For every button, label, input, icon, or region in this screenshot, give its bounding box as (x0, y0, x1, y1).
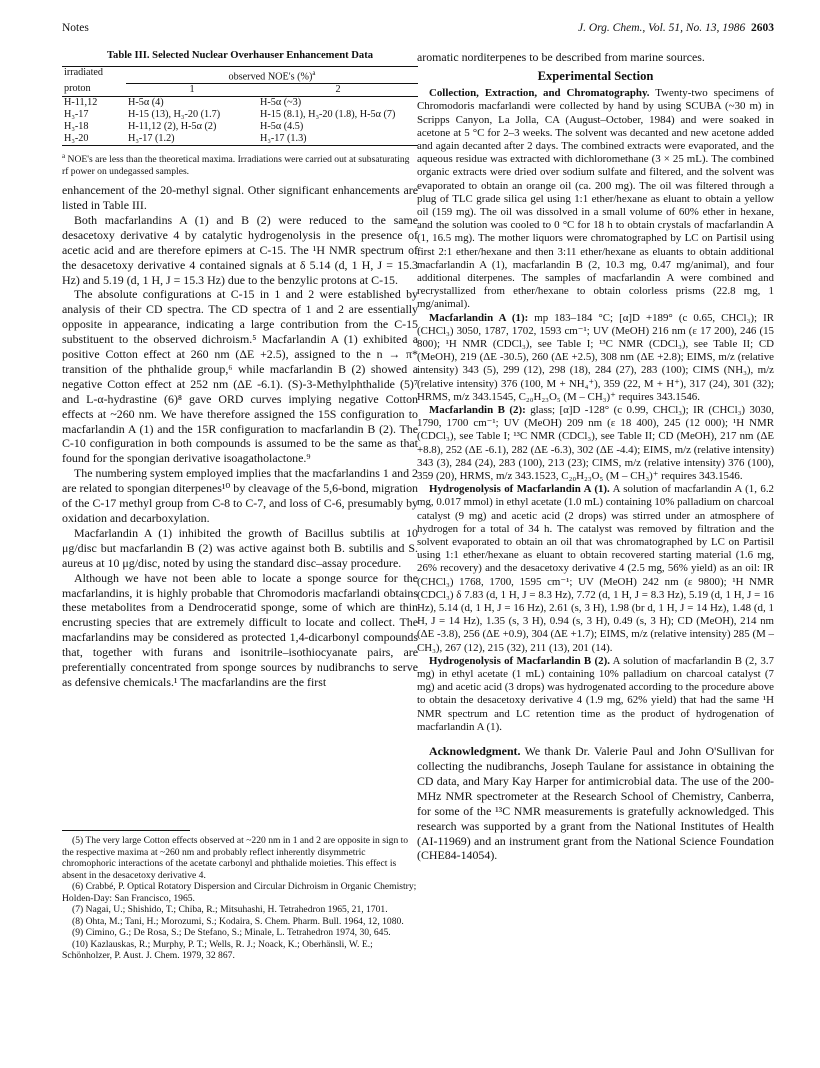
acknowledgment: Acknowledgment. We thank Dr. Valerie Paul and John O'Sullivan for collecting the nudibranchs, Joseph Taulane for assistance in obtaining the CD data, and Mary Kay Harper for antimicrobial data. The use of the 200-MHz NMR spectrometer at the Research School of Chemistry, Canberra, for some of the ¹³C NMR measurements is gratefully acknowledged. This research was supported by a grant from the National Institutes of Health (AI-11969) and an instrument grant from the National Science Foundation (CHE84-14054). (417, 744, 774, 863)
table-header-group: observed NOE's (%)$^a$ (126, 66, 418, 83)
page-number: 2603 (751, 22, 774, 34)
paragraph: Both macfarlandins A (1) and B (2) were reduced to the same desacetoxy derivative 4 by catalytic hydrogenolysis in the presence of acetic acid and are therefore epimers at C-15. The ¹H NMR spectrum of the desacetoxy derivative 4 contained signals at δ 5.14 (d, 1 H, J = 15.3 Hz) and 5.19 (d, 1 H, J = 15.3 Hz) due to the benzylic protons at C-15. (62, 212, 418, 287)
right-column (417, 50, 774, 863)
exp-paragraph: Collection, Extraction, and Chromatography. Twenty-two specimens of Chromodoris macfarlandi were collected by hand by using SCUBA (~30 m) in Scripps Canyon, La Jolla, CA (August–October, 1984) and were soaked in acetone at 5 °C for 2–3 weeks. The solvent was decanted and new acetone added and again decanted after 2 days. The combined extracts were evaporated, and the aqueous residue was extracted with dichloromethane (3 × 25 mL). The combined organic extracts were dried over sodium sulfate and filtered, and the solvent was evaporated to obtain an orange oil (ca. 200 mg). The oil was filtered through a plug of TLC grade silica gel using 1:1 ether/hexane as eluant to obtain a yellow oil (159 mg). The oil was dissolved in a small volume of 60% ether in hexane, and the solution was cooled to 0 °C for 18 h to obtain crystals of macfarlandin A (1, 16.5 mg). The mother liquors were chromatographed by LC on Partisil using first 2:1 ether/hexane and then 3:11 ether/hexane as eluants to obtain additional macfarlandin A (1), macfarlandin B (2, 10.3 mg, 0.47 mg/animal), and four additional diterpenes. The samples of macfarlandin A were combined and recrystallized from ether/hexane to obtain colorless prisms (22.8 mg, 1 mg/animal). (417, 87, 774, 311)
table-cell: H-11,12 (2), H-5α (2) (128, 120, 217, 132)
running-header-right (578, 22, 774, 34)
left-body-text (62, 183, 418, 690)
table-cell: H-11,12 (64, 96, 98, 108)
section-heading: Experimental Section (537, 68, 654, 83)
table-header-irradiated: irradiated (62, 66, 126, 83)
table-row (62, 109, 418, 121)
exp-paragraph: Macfarlandin A (1): mp 183–184 °C; [α]D +189° (c 0.65, CHCl₃); IR (CHCl₃) 3050, 1787, 1702, 1593 cm⁻¹; UV (MeOH) 216 nm (ε 17 200), 246 (15 800); ¹H NMR (CDCl₃), see Table I; ¹³C NMR (CDCl₃), see Table II; CD (MeOH), 219 (ΔE -30.5), 260 (ΔE +2.5), 308 nm (ΔE +2.8); EIMS, m/z (relative intensity) 343 (5), 299 (12), 298 (18), 284 (27), 283 (100); CIMS (NH₃), m/z (relative intensity) 376 (100, M + NH₄⁺), 359 (22, M + H⁺), 317 (24), 301 (32); HRMS, m/z 343.1545, C₂₀H₂₃O₅ (M – CH₃)⁺ requires 343.1546. (417, 311, 774, 403)
paragraph: Although we have not been able to locate a sponge source for the macfarlandins, it is highly probable that Chromodoris macfarlandi obtains these metabolites from a Dendroceratid sponge, some of which are thin encrusting species that are extremely difficult to locate and collect. The macfarlandins may be considered as protected 1,4-dicarbonyl compounds that, together with furans and isonitrile–isothiocyanate pairs, are preferentially concentrated from sponge sources by nudibranchs to serve as defensive chemicals.¹ The macfarlandins are the first (62, 570, 418, 689)
table-cell: H₃-20 (64, 132, 89, 144)
footnote-rule (62, 830, 190, 831)
paragraph: The numbering system employed implies that the macfarlandins 1 and 2 are related to spongian diterpenes¹⁰ by cleavage of the 5,6-bond, migration of the C-17 methyl group from C-8 to C-7, and loss of C-6, presumably by oxidation and decarboxylation. (62, 466, 418, 526)
table-cell: H-15 (8.1), H₃-20 (1.8), H-5α (7) (260, 108, 396, 120)
table-cell: H₃-17 (1.3) (260, 132, 307, 144)
table-row (62, 121, 418, 133)
footnote: (8) Ohta, M.; Tani, H.; Morozumi, S.; Kodaira, S. Chem. Pharm. Bull. 1964, 12, 1080. (72, 915, 404, 927)
exp-paragraph: Hydrogenolysis of Macfarlandin A (1). A solution of macfarlandin A (1, 6.2 mg, 0.017 mmol) in ethyl acetate (1.0 mL) containing 10% palladium on charcoal catalyst (9 mg) and acetic acid (2 drops) was stirred under an atmosphere of hydrogen for a total of 34 h. The catalyst was removed by filtration and the solvent evaporated to obtain an oil that was chromatographed by LC on Partisil using 1:1 ether/hexane as eluant to obtain recovered starting material (1.6 mg, 26% recovery) and the desacetoxy derivative 4 (2.5 mg, 56% yield) as an oil: IR (CHCl₃) 1768, 1700, 1595 cm⁻¹; UV (MeOH) 242 nm (ε 9800); ¹H NMR (CDCl₃) δ 7.83 (d, 1 H, J = 8.3 Hz), 7.72 (d, 1 H, J = 8.3 Hz), 5.19 (d, 1 H, J = 16 Hz), 5.14 (d, 1 H, J = 16 Hz), 2.61 (s, 3 H), 1.98 (br d, 1 H, J = 14 Hz), 1.48 (d, 1 H, J = 14 Hz), 1.35 (s, 3 H), 0.94 (s, 3 H), 0.49 (s, 3 H); CD (MeOH), 214 nm (ΔE -3.8), 256 (ΔE +0.9), 304 (ΔE +1.7); EIMS, m/z (relative intensity) 285 (M – CH₃), 267 (12), 215 (32), 211 (13), 201 (14). (417, 483, 774, 654)
table-header-proton: proton (62, 83, 126, 96)
paragraph: The absolute configurations at C-15 in 1 and 2 were established by analysis of their CD spectra. The CD spectra of 1 and 2 are essentially opposite in appearance, indicating a large contribution from the C-15 substituent to the observed dichroism.⁵ Macfarlandin A (1) exhibited a positive Cotton effect at 260 nm (ΔE +2.5), assigned to the n → π* transition of the phthalide group,⁶ while macfarlandin B (2) showed a negative Cotton effect at 252 nm (ΔE -6.1). (S)-3-Methylphthalide (5)⁷ and L-α-hydrastine (6)⁸ gave ORD curves implying negative Cotton effects at ~260 nm. We have therefore assigned the 15S configuration to macfarlandin A (1) and the 15R configuration to macfarlandin B (2). The C-10 configuration in both compounds is assumed to be the same as that found for the spongian derivative isoagatholactone.⁹ (62, 287, 418, 466)
table-cell: H-5α (4.5) (260, 120, 304, 132)
footnote: (10) Kazlauskas, R.; Murphy, P. T.; Wells, R. J.; Noack, K.; Oberhänsli, W. E.; Schönholzer, P. Aust. J. Chem. 1979, 32 867. (62, 938, 373, 961)
footnote: (9) Cimino, G.; De Rosa, S.; De Stefano, S.; Minale, L. Tetrahedron 1974, 30, 645. (72, 927, 391, 938)
exp-paragraph: Hydrogenolysis of Macfarlandin B (2). A solution of macfarlandin B (2, 3.7 mg) in ethyl acetate (1 mL) containing 10% palladium on charcoal catalyst (7 mg) and acetic acid (3 drops) was hydrogenated according to the procedure above to obtain the desacetoxy derivative 4 (1.9 mg, 62% yield) that had the same ¹H NMR spectrum and LC retention time as the product of hydrogenation of macfarlandin A (1). (417, 654, 774, 733)
exp-paragraph: Macfarlandin B (2): glass; [α]D -128° (c 0.99, CHCl₃); IR (CHCl₃) 3030, 1790, 1700 cm⁻¹; UV (MeOH) 209 nm (ε 18 400), 245 (12 000); ¹H NMR (CDCl₃), see Table I; ¹³C NMR (CDCl₃), see Table II; CD (MeOH), 217 nm (ΔE +8.8), 252 (ΔE -6.1), 282 (ΔE -6.3), 302 (ΔE -4.4); EIMS, m/z (relative intensity) 343 (3), 284 (24), 283 (100), 213 (23); CIMS, m/z (relative intensity) 376 (100), 359 (20), HRMS, m/z 343.1523, C₂₀H₂₃O₅ (M – CH₃)⁺ requires 343.1546. (417, 403, 775, 482)
table-cell: H-5α (4) (128, 96, 164, 108)
footnote: (7) Nagai, U.; Shishido, T.; Chiba, R.; Mitsuhashi, H. Tetrahedron 1965, 21, 1701. (72, 904, 388, 915)
footnote: (5) The very large Cotton effects observed at ~220 nm in 1 and 2 are opposite in sign to the respective maxima at ~260 nm and probably reflect inherently disymmetric chromophoric interactions of the acetate carbonyl and phthalide moieties. This effect is absent in the desacetoxy derivative 4. (62, 835, 409, 881)
left-column (62, 50, 418, 690)
table-title: Table III. Selected Nuclear Overhauser Enhancement Data (106, 50, 374, 61)
footnotes (62, 830, 418, 962)
paragraph: Macfarlandin A (1) inhibited the growth of Bacillus subtilis at 10 μg/disc but macfarlandin B (2) was active against both B. subtilis and S. aureus at 10 μg/disc, noted by using the standard disc–assay procedure. (62, 525, 418, 570)
table-cell: H-5α (~3) (260, 96, 302, 108)
running-header-left: Notes (62, 22, 89, 34)
table-header-col1: 1 (126, 83, 258, 96)
table-cell: H₃-17 (1.2) (128, 132, 175, 144)
table-header-col2: 2 (258, 83, 418, 96)
journal-citation: J. Org. Chem., Vol. 51, No. 13, 1986 (577, 22, 746, 34)
table-cell: H₃-17 (64, 108, 89, 120)
paragraph: aromatic norditerpenes to be described from marine sources. (417, 50, 705, 64)
table-footnote: $^a$ NOE's are less than the theoretical maxima. Irradiations were carried out at subsaturating rf power on undegassed samples. (62, 151, 410, 177)
paragraph: enhancement of the 20-methyl signal. Other significant enhancements are listed in Table III. (62, 183, 418, 212)
table-row (62, 133, 418, 146)
table-row (62, 96, 418, 109)
table-cell: H₃-18 (64, 120, 89, 132)
footnote: (6) Crabbé, P. Optical Rotatory Dispersion and Circular Dichroism in Organic Chemistry; Holden-Day: San Francisco, 1965. (62, 881, 417, 904)
noe-table (62, 66, 418, 146)
table-cell: H-15 (13), H₃-20 (1.7) (128, 108, 221, 120)
